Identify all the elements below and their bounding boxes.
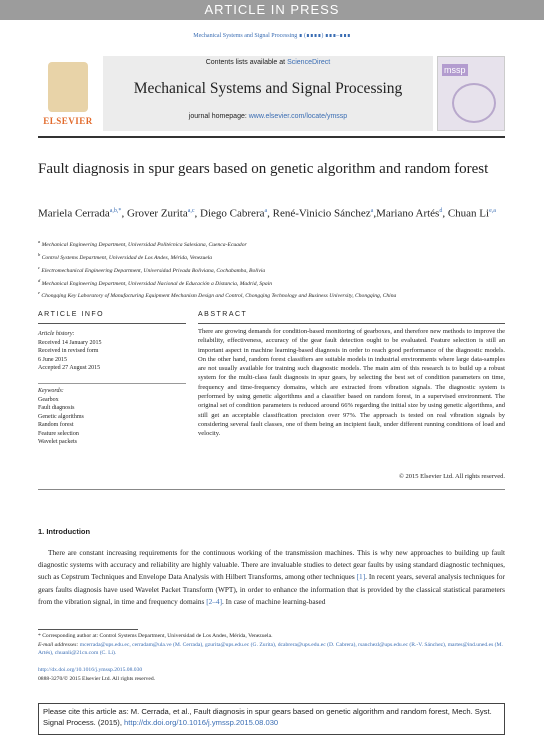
publisher-name: ELSEVIER <box>43 116 93 126</box>
journal-header <box>38 56 505 136</box>
author-list: Mariela Cerrada$^{a,b,*}$, Grover Zurita$^{a,c}$, Diego Cabrera$^a$, René-Vinicio Sánchez$^a$,Mariano Artés$^d$, Chuan Li$^{e,a}$ <box>38 207 496 220</box>
abstract-text: There are growing demands for condition-based monitoring of gearboxes, and therefore new methods to improve the reliability, effectiveness, accuracy of the gear fault detection ought to be evaluated. Feature selection is still an important aspect in machine learning-based diagnosis in order to reach good performance of the diagnostic models. On the other hand, random forest classifiers are suitable models in industrial environments where large data-samples are not usually available for training such diagnostic models. The main aim of this research is to build up a robust system for the multi-class fault diagnosis in spur gears, by selecting the best set of condition parameters on time, frequency and time-frequency domains, which are extracted from vibration signals. The diagnostic system is performed by using genetic algorithms and a classifier based on random forest, in a supervised environment. The original set of condition parameters is reduced around 66% regarding the initial size by using genetic algorithms, and still get an acceptable classification precision over 97%. The approach is tested on real vibration signals by considering several fault classes, one of them being an incipient fault, under different running conditions of load and velocity. <box>198 328 505 438</box>
keyword-item: Feature selection <box>38 430 79 437</box>
keywords-label: Keywords: <box>38 388 64 394</box>
intro-text-3: . In case of machine learning-based <box>222 596 326 606</box>
contents-line <box>103 59 433 66</box>
keyword-item: Fault diagnosis <box>38 405 75 411</box>
affiliation-key: a <box>38 239 41 244</box>
affiliation-item: $^d$ Mechanical Engineering Department, Universidad Nacional de Educación a Distancia, Madrid, Spain <box>38 277 273 287</box>
issn-line: 0888-3270/© 2015 Elsevier Ltd. All rights reserved. <box>38 676 156 682</box>
author-affiliation-marker[interactable]: a,b,* <box>109 208 122 214</box>
email-addresses <box>38 641 505 658</box>
journal-reference[interactable]: Mechanical Systems and Signal Processing ∎ (∎∎∎∎) ∎∎∎–∎∎∎ <box>193 33 351 39</box>
homepage-label: journal homepage: <box>188 113 249 120</box>
introduction-paragraph <box>38 547 505 608</box>
homepage-link[interactable]: www.elsevier.com/locate/ymssp <box>248 113 348 120</box>
author-name: Mariela Cerrada <box>38 207 110 220</box>
affiliation-list <box>38 237 505 301</box>
author-affiliation-marker[interactable]: e,a <box>489 208 496 214</box>
affiliation-key: b <box>38 251 41 257</box>
copyright-notice: © 2015 Elsevier Ltd. All rights reserved. <box>398 473 505 480</box>
affiliation-item: $^c$ Electromechanical Engineering Department, Universidad Privada Boliviana, Cochabamba, Bolivia <box>38 264 266 274</box>
history-entry: Received in revised form <box>38 348 99 354</box>
article-info-rule <box>38 323 186 324</box>
contents-label: Contents lists available at <box>205 59 288 66</box>
article-info-heading: ARTICLE INFO <box>38 311 105 318</box>
keywords <box>38 387 84 447</box>
citation-doi-link[interactable]: http://dx.doi.org/10.1016/j.ymssp.2015.08.030 <box>124 717 279 727</box>
journal-cover-thumbnail <box>437 56 505 131</box>
elsevier-logo <box>38 56 98 131</box>
email-links[interactable]: mcerrada@ups.edu.ec, cerradam@ula.ve (M. Cerrada), gzurita@ups.edu.ec (G. Zurita), dcabrera@ups.edu.ec (D. Cabrera), rsanchezl@ups.edu.ec (R.-V. Sánchez), martes@ind.uned.es (M. Artés), chuanli@21cn.com (C. Li). <box>38 641 503 656</box>
journal-title: Mechanical Systems and Signal Processing <box>133 80 403 97</box>
introduction-heading: 1. Introduction <box>38 527 91 536</box>
keywords-rule <box>38 383 186 384</box>
sciencedirect-link[interactable]: ScienceDirect <box>287 59 331 66</box>
elsevier-tree-icon <box>48 62 88 112</box>
history-entry: Received 14 January 2015 <box>38 339 102 346</box>
affiliation-item: $^a$ Mechanical Engineering Department, Universidad Politécnica Salesiana, Cuenca-Ecuador <box>38 239 247 248</box>
affiliation-key: e <box>38 290 40 296</box>
author-name: Diego Cabrera <box>200 207 265 220</box>
author-name: René-Vinicio Sánchez <box>272 207 371 220</box>
citation-box <box>38 703 505 735</box>
author-affiliation-marker[interactable]: a <box>370 208 374 214</box>
keyword-item: Random forest <box>38 422 74 428</box>
affiliation-key: d <box>38 277 41 283</box>
keyword-item: Wavelet packets <box>38 439 77 445</box>
abstract-heading: ABSTRACT <box>198 311 248 318</box>
history-label: Article history: <box>38 331 75 337</box>
affiliation-item: $^e$ Chongqing Key Laboratory of Manufacturing Equipment Mechanism Design and Control, Chongqing Technology and Business University, Chongqing, China <box>38 290 397 300</box>
author-name: Chuan Li <box>447 207 490 220</box>
keyword-item: Gearbox <box>38 396 59 403</box>
paper-title: Fault diagnosis in spur gears based on genetic algorithm and random forest <box>38 161 489 177</box>
doi-link[interactable]: http://dx.doi.org/10.1016/j.ymssp.2015.08.030 <box>38 667 143 673</box>
author-affiliation-marker[interactable]: a <box>264 208 268 214</box>
journal-masthead <box>103 56 433 131</box>
cover-title: mssp <box>444 65 466 75</box>
footnote-rule <box>38 629 138 630</box>
intro-text-2: . In recent years, several analysis techniques for gears faults diagnosis have used Wavelet Packet Transform (WPT), in order to enhance the information that is provided by the classical statistical parameters from the vibration signal, in time and frequency domains <box>38 572 505 606</box>
affiliation-item: $^b$ Control Systems Department, Universidad de Los Andes, Mérida, Venezuela <box>38 251 213 261</box>
email-label: E-mail addresses: <box>38 641 80 648</box>
intro-text-1: There are constant increasing requirements for the continuous working of the transmission machines. This is why new approaches to building up fault diagnostic systems with accuracy and reliability are highly valuable. There are invaluable studies to detect gear faults by using standard diagnostic techniques, such as Cepstrum Techniques and Envelope Data Analysis with Hilbert Transforms, among other techniques <box>38 548 505 582</box>
author-name: Mariano Artés <box>376 207 440 220</box>
homepage-line <box>103 113 433 120</box>
history-entry: 6 June 2015 <box>38 356 67 363</box>
affiliation-key: c <box>38 264 40 270</box>
author-affiliation-marker[interactable]: a,c <box>187 208 195 214</box>
article-in-press-banner: ARTICLE IN PRESS <box>0 0 544 20</box>
footnotes <box>38 632 505 658</box>
article-history <box>38 330 101 373</box>
corresponding-author-note: * Corresponding author at: Control Systems Department, Universidad de Los Andes, Mérida, Venezuela. <box>38 633 273 639</box>
abstract-rule <box>198 323 505 324</box>
citation-link[interactable]: [1] <box>356 572 366 582</box>
citation-text: Please cite this article as: M. Cerrada, et al., Fault diagnosis in spur gears based on genetic algorithm and random forest, Mech. Syst. Signal Process. (2015), <box>43 707 492 727</box>
cover-art <box>452 83 496 123</box>
author-affiliation-marker[interactable]: d <box>439 208 443 214</box>
keyword-item: Genetic algorithms <box>38 413 84 420</box>
citation-link[interactable]: [2–4] <box>206 596 223 606</box>
header-divider <box>38 136 505 138</box>
author-name: Grover Zurita <box>126 207 188 220</box>
abstract-bottom-rule <box>38 489 505 490</box>
history-entry: Accepted 27 August 2015 <box>38 365 101 371</box>
